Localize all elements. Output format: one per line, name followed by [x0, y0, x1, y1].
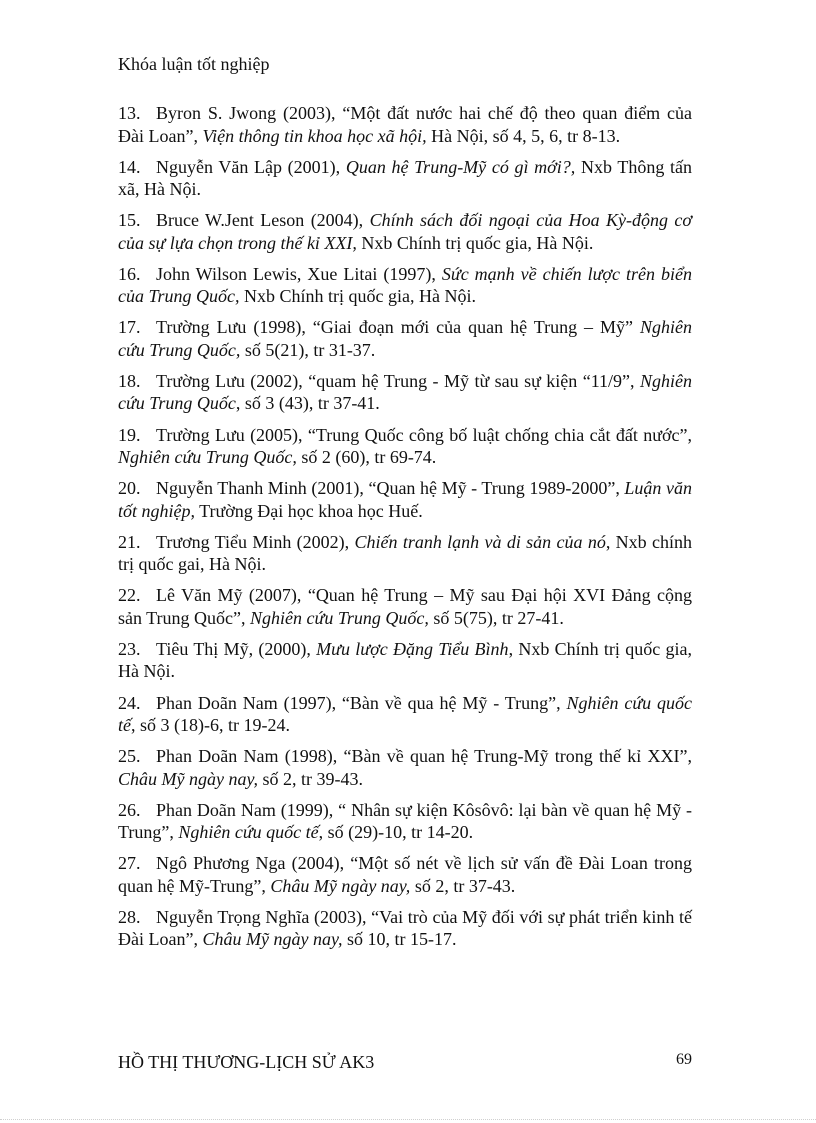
- reference-number: 17.: [118, 317, 141, 338]
- reference-details: số 10, tr 15-17.: [342, 929, 457, 950]
- reference-number: 20.: [118, 478, 141, 499]
- reference-source: Nghiên cứu Trung Quốc,: [118, 447, 297, 468]
- reference-details: Nxb Chính trị quốc gia, Hà Nội.: [356, 232, 594, 253]
- reference-item: [118, 209, 692, 254]
- reference-source: Châu Mỹ ngày nay,: [270, 875, 411, 896]
- reference-text: Ngô Phương Nga (2004), “Một số nét về lịch sử vấn đề Đài Loan trong quan hệ Mỹ-Trung”,: [118, 853, 692, 896]
- reference-text: Bruce W.Jent Leson (2004),: [156, 210, 370, 231]
- reference-text: Trường Lưu (2002), “quam hệ Trung - Mỹ từ sau sự kiện “11/9”,: [156, 370, 640, 391]
- page-header-title: Khóa luận tốt nghiệp: [118, 54, 270, 74]
- reference-source: Nghiên cứu Trung Quốc: [118, 370, 692, 414]
- reference-source: Nghiên cứu quốc tế: [118, 692, 693, 736]
- reference-details: , Nxb Chính trị quốc gia, Hà Nội.: [118, 638, 692, 682]
- reference-number: 14.: [118, 156, 141, 177]
- reference-details: số 5(21), tr 31-37.: [240, 339, 376, 360]
- page-number: 69: [676, 1051, 692, 1068]
- reference-text: Trường Lưu (1998), “Giai đoạn mới của quan hệ Trung – Mỹ”: [156, 317, 640, 338]
- reference-item: [118, 745, 692, 790]
- reference-text: Phan Doãn Nam (1998), “Bàn về quan hệ Trung-Mỹ trong thế kỉ XXI”,: [156, 746, 692, 767]
- reference-details: số 5(75), tr 27-41.: [428, 607, 564, 628]
- reference-details: Trường Đại học khoa học Huế.: [195, 500, 423, 521]
- reference-details: Nxb Thông tấn xã, Hà Nội.: [118, 156, 692, 200]
- reference-source: Luận văn tốt nghiệp,: [118, 478, 693, 521]
- reference-list: [118, 102, 692, 960]
- reference-text: Lê Văn Mỹ (2007), “Quan hệ Trung – Mỹ sau Đại hội XVI Đảng cộng sản Trung Quốc”,: [118, 585, 692, 628]
- reference-item: [118, 638, 692, 683]
- reference-source: Nghiên cứu Trung Quốc,: [250, 607, 429, 628]
- reference-item: [118, 692, 692, 737]
- reference-details: số 2 (60), tr 69-74.: [296, 447, 437, 468]
- page-bottom-divider: [0, 1119, 816, 1120]
- reference-text: Nguyễn Trọng Nghĩa (2003), “Vai trò của Mỹ đối với sự phát triển kinh tế Đài Loan”,: [118, 906, 692, 950]
- reference-item: [118, 102, 692, 147]
- reference-item: [118, 852, 692, 897]
- reference-number: 25.: [118, 746, 141, 767]
- reference-source: Nghiên cứu Trung Quốc,: [118, 317, 692, 360]
- reference-source: Chiến tranh lạnh và di sản của nó: [354, 531, 606, 552]
- reference-source: Chính sách đối ngoại của Hoa Kỳ-động cơ của sự lựa chọn trong thế kỉ XXI,: [118, 210, 693, 253]
- reference-number: 28.: [118, 906, 141, 927]
- reference-text: Trường Lưu (2005), “Trung Quốc công bố luật chống chia cắt đất nước”,: [156, 424, 692, 445]
- reference-text: Trương Tiểu Minh (2002),: [156, 531, 355, 552]
- reference-item: [118, 424, 692, 469]
- reference-item: [118, 799, 692, 844]
- reference-number: 27.: [118, 853, 141, 874]
- reference-item: [118, 584, 692, 629]
- reference-details: , số 3 (43), tr 37-41.: [235, 393, 380, 414]
- reference-number: 26.: [118, 799, 141, 820]
- reference-details: Nxb Chính trị quốc gia, Hà Nội.: [239, 286, 476, 307]
- reference-text: Nguyễn Thanh Minh (2001), “Quan hệ Mỹ - Trung 1989-2000”,: [156, 478, 625, 499]
- reference-item: [118, 531, 692, 576]
- reference-text: Nguyễn Văn Lập (2001),: [156, 156, 346, 177]
- reference-number: 16.: [118, 263, 141, 284]
- reference-source: Châu Mỹ ngày nay,: [202, 929, 343, 950]
- footer-author: HỒ THỊ THƯƠNG-LỊCH SỬ AK3: [118, 1052, 375, 1072]
- reference-item: [118, 906, 692, 951]
- reference-number: 19.: [118, 424, 141, 445]
- reference-item: [118, 156, 692, 201]
- reference-source: Châu Mỹ ngày nay,: [118, 768, 258, 789]
- reference-details: , số 3 (18)-6, tr 19-24.: [131, 715, 290, 736]
- reference-text: Phan Doãn Nam (1999), “ Nhân sự kiện Kôsôvô: lại bàn về quan hệ Mỹ - Trung”,: [118, 799, 692, 843]
- reference-number: 24.: [118, 692, 141, 713]
- reference-source: Viện thông tin khoa học xã hội,: [202, 125, 427, 146]
- reference-source: Nghiên cứu quốc tế: [178, 822, 319, 843]
- reference-item: [118, 316, 692, 361]
- reference-text: John Wilson Lewis, Xue Litai (1997),: [156, 263, 442, 284]
- reference-details: , số (29)-10, tr 14-20.: [318, 822, 474, 843]
- reference-details: , Nxb chính trị quốc gai, Hà Nội.: [118, 531, 692, 575]
- reference-text: Phan Doãn Nam (1997), “Bàn về qua hệ Mỹ - Trung”,: [156, 692, 567, 713]
- reference-item: [118, 263, 692, 308]
- reference-number: 15.: [118, 210, 141, 231]
- reference-details: số 2, tr 37-43.: [410, 875, 516, 896]
- reference-number: 13.: [118, 103, 141, 123]
- reference-source: Sức mạnh về chiến lược trên biển của Trung Quốc,: [118, 263, 692, 307]
- reference-text: Tiêu Thị Mỹ, (2000),: [156, 638, 317, 659]
- reference-number: 21.: [118, 531, 141, 552]
- reference-number: 18.: [118, 370, 141, 391]
- reference-source: Quan hệ Trung-Mỹ có gì mới?,: [345, 156, 576, 177]
- reference-details: số 2, tr 39-43.: [257, 768, 363, 789]
- reference-source: Mưu lược Đặng Tiểu Bình: [316, 638, 509, 659]
- reference-item: [118, 370, 692, 415]
- reference-text: Byron S. Jwong (2003), “Một đất nước hai chế độ theo quan điểm của Đài Loan”,: [118, 103, 692, 146]
- reference-item: [118, 477, 692, 522]
- reference-number: 22.: [118, 585, 141, 606]
- reference-number: 23.: [118, 638, 141, 659]
- reference-details: Hà Nội, số 4, 5, 6, tr 8-13.: [426, 125, 621, 146]
